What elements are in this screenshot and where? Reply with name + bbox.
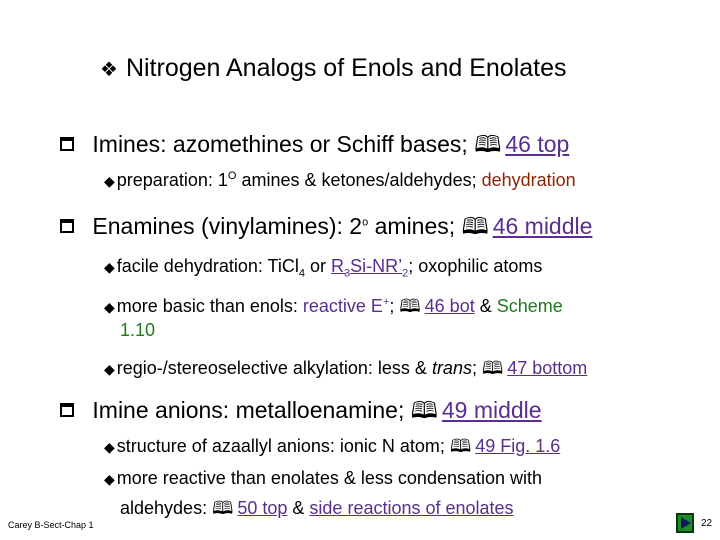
sub-basic: ◆ more basic than enols: reactive E+; 🕮 46 bot & Scheme [104,294,563,324]
sub-facile: ◆ facile dehydration: TiCl$_4$ or $R_3Si-NR’_2$; oxophilic atoms [104,256,543,280]
next-slide-icon[interactable] [676,513,694,533]
book-icon: 🕮 [461,214,489,240]
box-bullet-icon [60,219,74,233]
sub-regio: ◆ regio-/stereoselective alkylation: less & trans; 🕮 47 bottom [104,356,587,386]
box-bullet-icon [60,403,74,417]
book-icon: 🕮 [449,436,472,457]
sub-reactive-line2: aldehydes: 🕮 50 top & side reactions of enolates [120,496,514,526]
bullet-imines [60,128,569,167]
scheme-text: Scheme [496,296,563,316]
book-icon: 🕮 [212,498,234,519]
side-reactions-link[interactable]: side reactions of enolates [309,498,514,518]
scheme-number: 1.10 [120,320,156,340]
book-icon: 🕮 [399,296,421,317]
diamond-bullet-icon: ◆ [104,362,115,378]
imines-label: Imines: azomethines or Schiff bases; [92,131,468,157]
book-icon: 🕮 [474,132,502,158]
sub-reactive: ◆ more reactive than enolates & less condensation with [104,468,543,488]
sub-structure: ◆ structure of azaallyl anions: ionic N atom; 🕮 49 Fig. 1.6 [104,434,560,464]
diamond-bullet-icon: ◆ [104,260,115,276]
structure-ref-link[interactable]: 49 Fig. 1.6 [475,436,561,456]
imine-anions-ref-link[interactable]: 49 middle [441,397,542,423]
book-icon: 🕮 [482,358,504,379]
box-bullet-icon [60,137,74,151]
sub-preparation: ◆ preparation: $1^O$ amines & ketones/aldehydes; dehydration [104,170,576,190]
basic-ref-link[interactable]: 46 bot [424,296,475,316]
slide-title: ❖ Nitrogen Analogs of Enols and Enolates [100,54,567,82]
diamond-icon: ❖ [100,57,118,81]
bullet-enamines: Enamines (vinylamines): 2$^o$ amines; 🕮 46 middle [60,210,592,249]
imines-ref-link[interactable]: 46 top [505,131,570,157]
r3si-nr2-link[interactable]: $R_3Si-NR’_2$ [331,256,409,280]
bullet-imine-anions: Imine anions: metalloenamine; 🕮 49 middle [60,394,542,433]
regio-ref-link[interactable]: 47 bottom [507,358,588,378]
diamond-bullet-icon: ◆ [104,174,115,190]
diamond-bullet-icon: ◆ [104,300,115,316]
reactive-ref-link[interactable]: 50 top [237,498,288,518]
enamines-ref-link[interactable]: 46 middle [492,213,593,239]
book-icon: 🕮 [410,398,438,424]
page-number: 22 [701,518,713,529]
diamond-bullet-icon: ◆ [104,472,115,488]
footer-text: Carey B-Sect-Chap 1 [8,520,94,530]
dehydration-text: dehydration [481,170,576,190]
diamond-bullet-icon: ◆ [104,440,115,456]
